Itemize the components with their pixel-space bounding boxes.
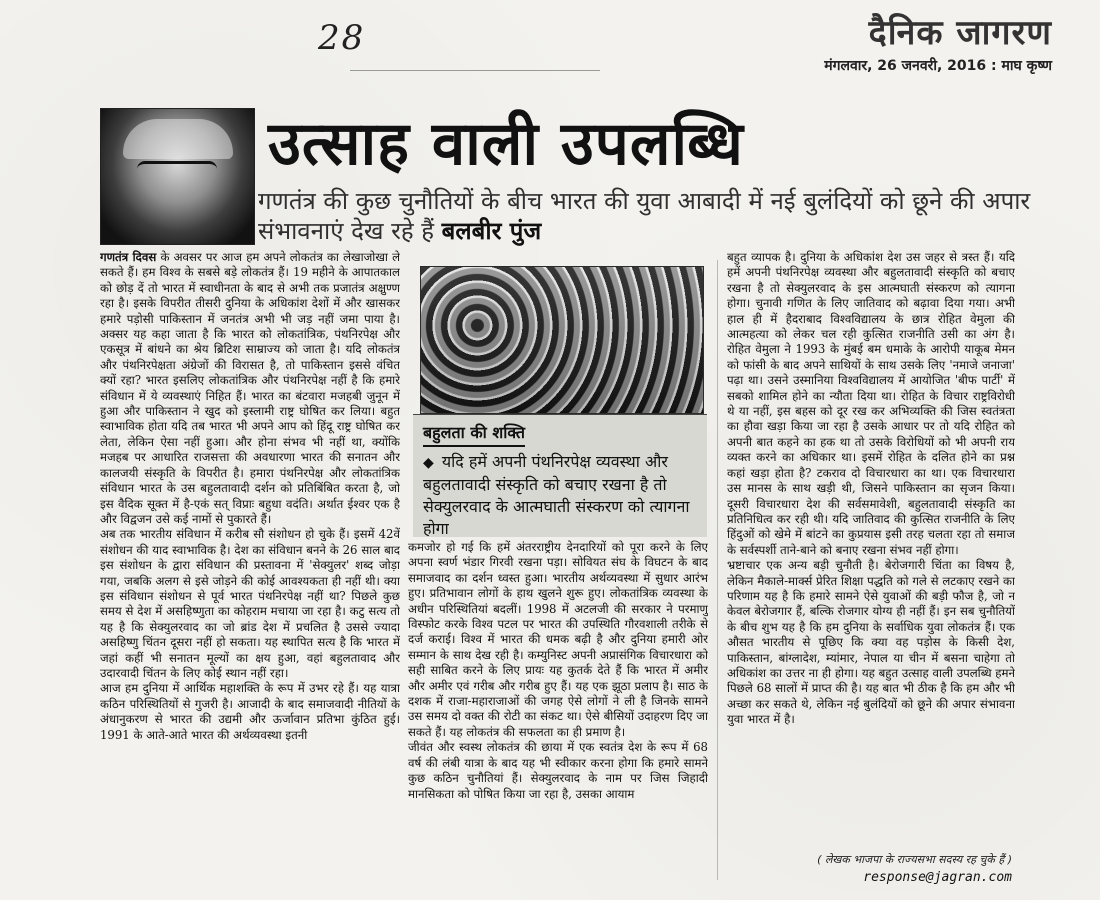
paragraph: कमजोर हो गई कि हमें अंतरराष्ट्रीय देनदारियों को पूरा करने के लिए अपना स्वर्ण भंडार गिरवी रखना पड़ा। सोवियत संघ के विघटन के बाद समाजवाद का दर्शन ध्वस्त हुआ। भारतीय अर्थव्यवस्था में सुधार आरंभ हुए। प्रतिभावान लोगों के हाथ खुलने शुरू हुए। लोकतांत्रिक व्यवस्था के अधीन परिस्थितियां बदलीं। 1998 में अटलजी की सरकार ने परमाणु विस्फोट करके विश्व पटल पर भारत की उपस्थिति गौरवशाली तरीके से दर्ज कराई। विश्व में भारत की धमक बढ़ी है और दुनिया हमारी ओर सम्मान के साथ देख रही है। कम्युनिस्ट अपनी अप्रासंगिक विचारधारा को सही साबित करने के लिए प्रायः यह कुतर्क देते हैं कि भारत में अमीर और अमीर एवं गरीब और गरीब हुए हैं। यह एक झूठा प्रलाप है। साठ के दशक में राजा-महाराजाओं की जगह ऐसे लोगों ने ली है जिनके सामने उस समय दो वक्त की रोटी का संकट था। ऐसे बीसियों उदाहरण दिए जा सकते हैं। यह लोकतंत्र की सफलता का ही प्रमाण है।	[408, 540, 708, 739]
author-photo	[100, 108, 255, 245]
pull-quote-body: यदि हमें अपनी पंथनिरपेक्ष व्यवस्था और बहुलतावादी संस्कृति को बचाए रखना है तो सेक्युलरवाद के आत्मघाती संस्करण को त्यागना होगा	[423, 452, 690, 538]
masthead	[752, 8, 1052, 75]
paragraph: भ्रष्टाचार एक अन्य बड़ी चुनौती है। बेरोजगारी चिंता का विषय है, लेकिन मैकाले-मार्क्स प्रेरित शिक्षा पद्धति को गले से लटकाए रखने का परिणाम यह है कि हमारे सामने ऐसे युवाओं की बड़ी फौज है, जो न केवल बेरोजगार हैं, बल्कि रोजगार योग्य ही नहीं हैं। इन सब चुनौतियों के बीच शुभ यह है कि हम दुनिया के सर्वाधिक युवा लोकतंत्र हैं। एक औसत भारतीय से पूछिए कि क्या वह पड़ोस के किसी देश, पाकिस्तान, बांग्लादेश, म्यांमार, नेपाल या चीन में बसना चाहेगा तो अधिकांश का उत्तर ना ही होगा। यह बहुत उत्साह वाली उपलब्धि हमने पिछले 68 सालों में प्राप्त की है। यह बात भी ठीक है कि हम और भी अच्छा कर सकते थे, लेकिन नई बुलंदियों को छूने की अपार संभावना युवा भारत में है।	[727, 558, 1015, 727]
top-rule	[350, 70, 600, 71]
paragraph: जीवंत और स्वस्थ लोकतंत्र की छाया में एक स्वतंत्र देश के रूप में 68 वर्ष की लंबी यात्रा के बाद यह भी स्वीकार करना होगा कि हमारे सामने कुछ कठिन चुनौतियां हैं। सेक्युलरवाद के नाम पर जिस जिहादी मानसिकता को पोषित किया जा रहा है, उसका आयाम	[408, 740, 708, 801]
article-column-1	[100, 250, 400, 900]
author-note: ( लेखक भाजपा के राज्यसभा सदस्य रह चुके हैं )	[817, 853, 1012, 866]
paragraph: बहुत व्यापक है। दुनिया के अधिकांश देश उस जहर से त्रस्त हैं। यदि हमें अपनी पंथनिरपेक्ष व्यवस्था और बहुलतावादी संस्कृति को बचाए रखना है तो सेक्युलरवाद के इस आत्मघाती संस्करण को त्यागना होगा। चुनावी गणित के लिए जातिवाद को बढ़ावा दिया गया। अभी हाल ही में हैदराबाद विश्वविद्यालय के छात्र रोहित वेमुला की आत्महत्या को लेकर चल रही कुत्सित राजनीति उसी का अंग है। रोहित वेमुला ने 1993 के मुंबई बम धमाके के आरोपी याकूब मेमन को फांसी के बाद अपने साथियों के साथ उसके लिए 'नमाजे जनाजा' पढ़ा था। उसने उस्मानिया विश्वविद्यालय में आयोजित 'बीफ पार्टी' में सबको शामिल होने का न्यौता दिया था। रोहित के विचार राष्ट्रविरोधी थे या नहीं, इस बहस को दूर रख कर अभिव्यक्ति की जिस स्वतंत्रता का हौवा खड़ा किया जा रहा है उसके आधार पर तो यदि रोहित को अपनी बात कहने का हक था तो उसके विरोधियों को भी अपनी राय व्यक्त करने का अधिकार था। इसमें रोहित के दलित होने का प्रश्न कहां खड़ा होता है? टकराव दो विचारधारा का था। एक विचारधारा उस मानस के साथ खड़ी थी, जिसने पाकिस्तान का सृजन किया। दूसरी विचारधारा देश की सर्वसमावेशी, बहुलतावादी संस्कृति का प्रतिनिधित्व कर रही थी। यदि जातिवाद की कुत्सित राजनीति के लिए हिंदुओं को खेमे में बांटने का कुप्रयास इसी तरह चलता रहा तो समाज के सर्वस्पर्शी ताने-बाने को बनाए रखना संभव नहीं होगा।	[727, 250, 1015, 557]
article-column-2	[408, 540, 708, 886]
photo-hair-highlight	[123, 119, 233, 159]
handwritten-page-number: 28	[318, 18, 366, 58]
crowd-photo	[420, 266, 704, 414]
deck-text: गणतंत्र की कुछ चुनौतियों के बीच भारत की युवा आबादी में नई बुलंदियों को छूने की अपार संभावनाएं देख रहे हैं	[258, 187, 1031, 245]
paragraph	[100, 250, 400, 527]
pull-quote-box	[413, 414, 707, 537]
photo-glasses	[137, 161, 217, 182]
lead-word: गणतंत्र दिवस	[100, 250, 157, 264]
paragraph: अब तक भारतीय संविधान में करीब सौ संशोधन हो चुके हैं। इसमें 42वें संशोधन की याद स्वाभाविक है। देश का संविधान बनने के 26 साल बाद इस संशोधन के द्वारा संविधान की प्रस्तावना में 'सेक्युलर' शब्द जोड़ा गया, जबकि अलग से इसे जोड़ने की कोई आवश्यकता ही नहीं थी। क्या इस संविधान संशोधन से पूर्व भारत पंथनिरपेक्ष नहीं था? पिछले कुछ समय से देश में असहिष्णुता का कोहराम मचाया जा रहा है। कटु सत्य तो यह है कि सेक्युलरवाद का जो ब्रांड देश में प्रचलित है उससे ज्यादा असहिष्णु चिंतन दूसरा नहीं हो सकता। यह स्थापित सत्य है कि भारत में जहां कहीं भी सनातन मूल्यों का क्षय हुआ, वहां बहुलतावाद और उदारवादी चिंतन के लिए कोई स्थान नहीं रहा।	[100, 527, 400, 680]
article-deck	[258, 186, 1058, 246]
newspaper-logo: दैनिक जागरण	[868, 13, 1052, 53]
article-headline: उत्साह वाली उपलब्धि	[268, 109, 744, 179]
author-name: बलबीर पुंज	[441, 217, 542, 245]
column-divider	[717, 260, 718, 880]
contact-email: response@jagran.com	[863, 870, 1012, 885]
publication-date: मंगलवार, 26 जनवरी, 2016 : माघ कृष्ण	[824, 58, 1052, 74]
bullet-diamond-icon: ◆	[423, 455, 434, 471]
pull-quote-text	[423, 451, 699, 540]
paragraph-text: के अवसर पर आज हम अपने लोकतंत्र का लेखाजोखा ले सकते हैं। हम विश्व के सबसे बड़े लोकतंत्र हैं। 19 महीने के आपातकाल को छोड़ दें तो भारत में स्वाधीनता के बाद से अभी तक प्रजातंत्र अक्षुण्ण रहा है। इसके विपरीत तीसरी दुनिया के अधिकांश देशों में और खासकर हमारे पड़ोसी पाकिस्तान में जनतंत्र अभी भी जड़ नहीं जमा पाया है। अक्सर यह कहा जाता है कि भारत को लोकतांत्रिक, पंथनिरपेक्ष और एकसूत्र में बांधने का श्रेय ब्रिटिश साम्राज्य को जाता है। यदि लोकतंत्र और पंथनिरपेक्षता अंग्रेजों की विरासत है, तो पाकिस्तान इससे वंचित क्यों रहा? भारत इसलिए लोकतांत्रिक और पंथनिरपेक्ष नहीं है कि हमारे संविधान में ये व्यवस्थाएं निहित हैं। भारत का बंटवारा मजहबी जुनून में हुआ और पाकिस्तान ने खुद को इस्लामी राष्ट्र घोषित कर लिया। बहुत स्वाभाविक होता यदि तब भारत भी अपने आप को हिंदू राष्ट्र घोषित कर लेता, लेकिन ऐसा नहीं हुआ। और होना संभव भी नहीं था, क्योंकि मजहब पर आधारित राजसत्ता की अवधारणा भारत की सनातन और कालजयी संस्कृति के विपरीत है। हमारा पंथनिरपेक्ष और लोकतांत्रिक संविधान भारत के उस बहुलतावादी दर्शन को प्रतिबिंबित करता है, जो इस वैदिक सूक्त में है-एकं सत् विप्राः बहुधा वदंति। अर्थात ईश्वर एक है और विद्वजन उसे कई नामों से पुकारते हैं।	[100, 250, 400, 526]
paragraph: आज हम दुनिया में आर्थिक महाशक्ति के रूप में उभर रहे हैं। यह यात्रा कठिन परिस्थितियों से गुजरी है। आजादी के बाद समाजवादी नीतियों के अंधानुकरण से भारत की उद्यमी और ऊर्जावान प्रतिभा कुंठित हुई। 1991 के आते-आते भारत की अर्थव्यवस्था इतनी	[100, 681, 400, 742]
article-column-3	[727, 250, 1015, 860]
pull-quote-title: बहुलता की शक्ति	[423, 421, 525, 447]
